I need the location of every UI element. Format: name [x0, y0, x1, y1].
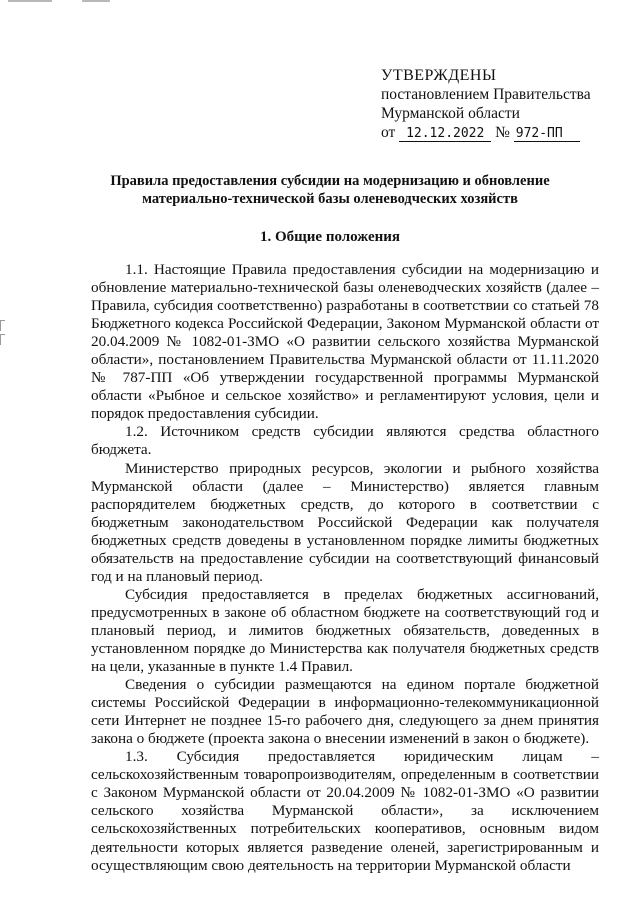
approval-line-region: Мурманской области	[381, 105, 520, 122]
document-title-line-1: Правила предоставления субсидии на модернизацию и обновление	[110, 173, 550, 189]
paragraph-ministry: Министерство природных ресурсов, экологии и рыбного хозяйства Мурманской области (далее – Министерство) является главным распорядителем бюджетных средств, до которого в соответствии с бюджетным законодательством Российской Федерации как получателя бюджетных средств доведены в установленном порядке лимиты бюджетных обязательств на предоставление субсидии на соответствующий финансовый год и на плановый период.	[91, 459, 599, 585]
approval-line-resolution: постановлением Правительства	[381, 86, 591, 103]
approval-date: 12.12.2022	[399, 126, 491, 142]
approval-number: 972-ПП	[514, 126, 580, 142]
date-prefix: от	[381, 124, 396, 141]
paragraph-publication: Сведения о субсидии размещаются на едином портале бюджетной системы Российской Федерации в информационно-телекоммуникационной сети Интернет не позднее 15-го рабочего дня, следующего за днем принятия закона о бюджете (проекта закона о внесении изменений в закон о бюджете).	[91, 676, 599, 748]
paragraph-1-1: 1.1. Настоящие Правила предоставления субсидии на модернизацию и обновление материально-технической базы оленеводческих хозяйств (далее – Правила, субсидия соответственно) разработаны в соответствии со статьей 78 Бюджетного кодекса Российской Федерации, Законом Мурманской области от 20.04.2009 № 1082-01-ЗМО «О развитии сельского хозяйства Мурманской области», постановлением Правительства Мурманской области от 11.11.2020 № 787-ПП «Об утверждении государственной программы Мурманской области «Рыбное и сельское хозяйство» и регламентируют условия, цели и порядок предоставления субсидии.	[91, 261, 599, 423]
approval-block	[381, 66, 631, 142]
binding-mark-upper	[0, 320, 5, 331]
section-heading: 1. Общие положения	[259, 229, 401, 245]
paragraph-1-2: 1.2. Источником средств субсидии являются средства областного бюджета.	[91, 423, 599, 459]
document-body	[91, 261, 599, 875]
number-prefix: №	[495, 124, 510, 141]
paragraph-1-3: 1.3. Субсидия предоставляется юридическим лицам – сельскохозяйственным товаропроизводителям, определенным в соответствии с Законом Мурманской области от 20.04.2009 № 1082-01-ЗМО «О развитии сельского хозяйства Мурманской области», за исключением сельскохозяйственных потребительских кооперативов, основным видом деятельности которых является разведение оленей, зарегистрированным и осуществляющим свою деятельность на территории Мурманской области	[91, 748, 599, 874]
document-title-line-2: материально-технической базы оленеводческих хозяйств	[142, 191, 518, 207]
scan-edge-mark-left	[8, 0, 52, 2]
binding-mark-lower	[0, 334, 5, 345]
scan-edge-mark-right	[82, 0, 110, 2]
approval-stamp: УТВЕРЖДЕНЫ	[381, 67, 497, 84]
approval-date-line	[381, 123, 631, 142]
document-title	[60, 172, 600, 208]
paragraph-subsidy-limits: Субсидия предоставляется в пределах бюджетных ассигнований, предусмотренных в законе об областном бюджете на соответствующий год и плановый период, и лимитов бюджетных обязательств, доведенных в установленном порядке до Министерства как получателя бюджетных средств на цели, указанные в пункте 1.4 Правил.	[91, 585, 599, 676]
